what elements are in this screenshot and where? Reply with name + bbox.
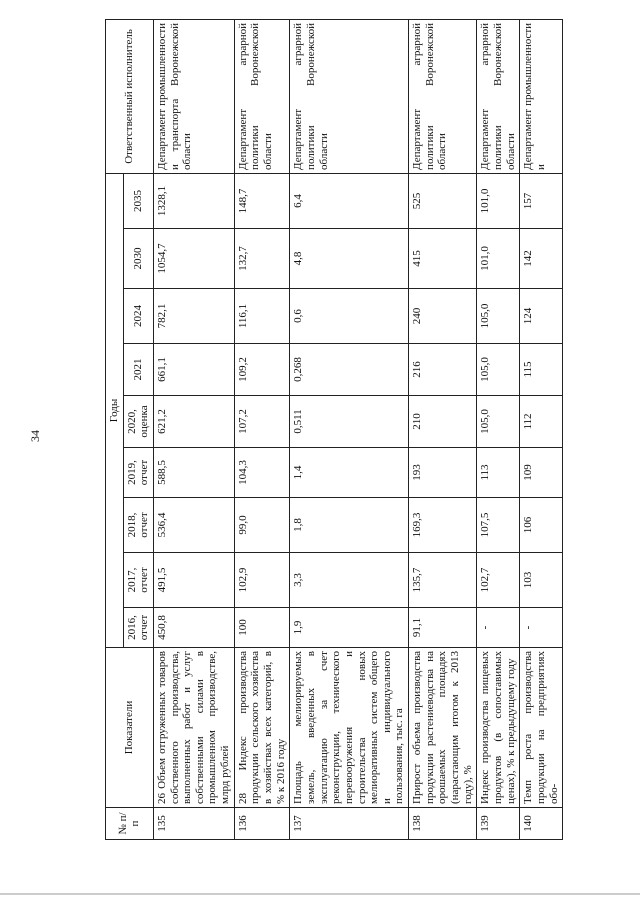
header-indicators: Показатели (106, 648, 154, 808)
value-cell: 588,5 (153, 448, 234, 498)
row-number: 135 (153, 808, 234, 840)
value-cell: 621,2 (153, 396, 234, 448)
value-cell: 115 (520, 344, 563, 396)
value-cell: 101,0 (477, 173, 520, 228)
value-cell: 105,0 (477, 396, 520, 448)
value-cell: 103 (520, 553, 563, 608)
header-row-1 (106, 19, 124, 839)
value-cell: 4,8 (290, 229, 409, 289)
row-number: 139 (477, 808, 520, 840)
value-cell: 101,0 (477, 229, 520, 289)
value-cell: 107,5 (477, 498, 520, 553)
header-year: 2020, оценка (123, 396, 153, 448)
value-cell: 3,3 (290, 553, 409, 608)
indicator-text: Индекс производства пищевых продуктов (в сопоставимых ценах), % к предыдущему году (477, 648, 520, 808)
value-cell: 100 (234, 608, 290, 648)
header-responsible: Ответственный исполнитель (106, 19, 154, 173)
header-year: 2016, отчет (123, 608, 153, 648)
value-cell: 216 (409, 344, 477, 396)
responsible-text: Департамент аграрной политики Воронежской области (234, 19, 290, 173)
value-cell: 157 (520, 173, 563, 228)
responsible-text: Департамент промышленности и транспорта Воронежской области (153, 19, 234, 173)
value-cell: 6,4 (290, 173, 409, 228)
value-cell: 132,7 (234, 229, 290, 289)
header-year: 2019, отчет (123, 448, 153, 498)
value-cell: 1054,7 (153, 229, 234, 289)
page-bottom-edge (0, 893, 640, 895)
value-cell: 0,268 (290, 344, 409, 396)
value-cell: 193 (409, 448, 477, 498)
responsible-text: Департамент промышленности и (520, 19, 563, 173)
value-cell: 0,6 (290, 289, 409, 344)
value-cell: 525 (409, 173, 477, 228)
value-cell: 415 (409, 229, 477, 289)
indicator-text: 26 Объем отгруженных товаров собственного производства, выполненных работ и услуг собственными силами в промышленном производстве, млрд рублей (153, 648, 234, 808)
value-cell: 112 (520, 396, 563, 448)
value-cell: 1,9 (290, 608, 409, 648)
value-cell: 99,0 (234, 498, 290, 553)
value-cell: 1328,1 (153, 173, 234, 228)
value-cell: 491,5 (153, 553, 234, 608)
responsible-text: Департамент аграрной политики Воронежской области (409, 19, 477, 173)
header-year: 2021 (123, 344, 153, 396)
header-year: 2030 (123, 229, 153, 289)
indicator-text: 28 Индекс производства продукции сельского хозяйства в хозяйствах всех категорий, в % к 2016 году (234, 648, 290, 808)
value-cell: 135,7 (409, 553, 477, 608)
value-cell: 661,1 (153, 344, 234, 396)
header-year: 2035 (123, 173, 153, 228)
responsible-text: Департамент аграрной политики Воронежской области (290, 19, 409, 173)
rotated-table-container (105, 20, 620, 840)
header-year: 2018, отчет (123, 498, 153, 553)
value-cell: 148,7 (234, 173, 290, 228)
value-cell: 105,0 (477, 344, 520, 396)
value-cell: 0,511 (290, 396, 409, 448)
page-number: 34 (28, 430, 42, 442)
value-cell: 91,1 (409, 608, 477, 648)
value-cell: - (520, 608, 563, 648)
value-cell: 536,4 (153, 498, 234, 553)
value-cell: 169,3 (409, 498, 477, 553)
value-cell: 782,1 (153, 289, 234, 344)
table-row (290, 19, 409, 839)
indicators-table (105, 19, 563, 840)
row-number: 138 (409, 808, 477, 840)
indicator-text: Темп роста производства продукции на предприятиях обо- (520, 648, 563, 808)
value-cell: - (477, 608, 520, 648)
row-number: 137 (290, 808, 409, 840)
value-cell: 240 (409, 289, 477, 344)
value-cell: 104,3 (234, 448, 290, 498)
table-row (234, 19, 290, 839)
value-cell: 210 (409, 396, 477, 448)
value-cell: 102,7 (477, 553, 520, 608)
value-cell: 113 (477, 448, 520, 498)
indicator-text: Площадь мелиорируемых земель, введенных в эксплуатацию за счет реконструкции, технического перевооружения и строительства новых мелиоративных систем общего и индивидуального пользования, тыс. га (290, 648, 409, 808)
responsible-text: Департамент аграрной политики Воронежской области (477, 19, 520, 173)
indicator-text: Прирост объема производства продукции растениеводства на орошаемых площадях (нарастающим итогом к 2013 году), % (409, 648, 477, 808)
value-cell: 105,0 (477, 289, 520, 344)
value-cell: 1,8 (290, 498, 409, 553)
table-row (477, 19, 520, 839)
value-cell: 1,4 (290, 448, 409, 498)
value-cell: 107,2 (234, 396, 290, 448)
table-row (409, 19, 477, 839)
table-row (520, 19, 563, 839)
value-cell: 116,1 (234, 289, 290, 344)
value-cell: 450,8 (153, 608, 234, 648)
header-year: 2017, отчет (123, 553, 153, 608)
value-cell: 124 (520, 289, 563, 344)
table-row (153, 19, 234, 839)
value-cell: 102,9 (234, 553, 290, 608)
header-years: Годы (106, 173, 124, 647)
header-no: № п/п (106, 808, 154, 840)
value-cell: 142 (520, 229, 563, 289)
row-number: 136 (234, 808, 290, 840)
value-cell: 106 (520, 498, 563, 553)
header-year: 2024 (123, 289, 153, 344)
row-number: 140 (520, 808, 563, 840)
value-cell: 109 (520, 448, 563, 498)
value-cell: 109,2 (234, 344, 290, 396)
